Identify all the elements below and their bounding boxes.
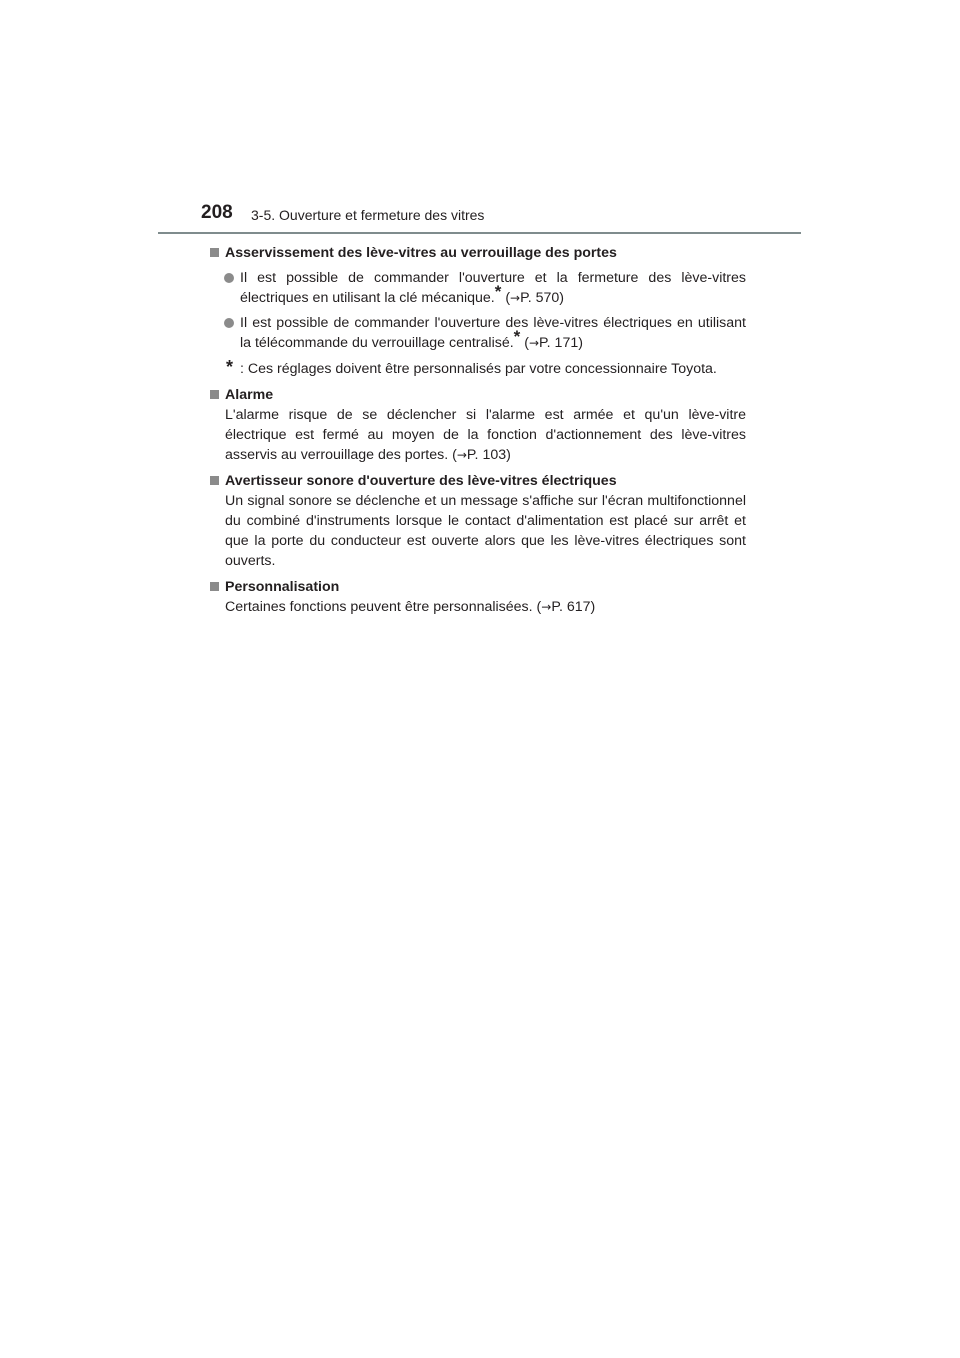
ref-open: ( [536, 599, 542, 615]
section-body [210, 491, 746, 571]
body-text: Un signal sonore se déclenche et un message s'affiche sur l'écran multifonctionnel du combiné d'instruments lorsque le contact d'alimentation est placé sur arrêt et que la porte du conducteur est ouverte alors que les lève-vitres électriques sont ouverts. [225, 493, 746, 569]
section-avertisseur [210, 471, 746, 571]
chapter-title: 3-5. Ouverture et fermeture des vitres [251, 207, 485, 223]
round-bullet-icon [224, 318, 234, 328]
section-heading [210, 243, 746, 263]
section-alarme [210, 385, 746, 465]
page-reference: P. 570) [520, 290, 565, 306]
list-item-text: Il est possible de commander l'ouverture et la fermeture des lève-vitres électriques en utilisant la clé mécanique. [240, 270, 746, 306]
list-item-text: Il est possible de commander l'ouverture des lève-vitres électriques en utilisant la télécommande du verrouillage centralisé. [240, 315, 746, 351]
ref-open: ( [452, 447, 457, 463]
section-asservissement [210, 243, 746, 379]
page-number: 208 [201, 202, 233, 223]
footnote-star: * [226, 357, 234, 377]
body-text: L'alarme risque de se déclencher si l'alarme est armée et qu'un lève-vitre électrique est fermé au moyen de la fonction d'actionnement des lève-vitres asservis au verrouillage des portes. [225, 407, 746, 463]
page-reference: P. 617) [551, 599, 596, 615]
arrow-right-icon: → [541, 600, 552, 614]
arrow-right-icon: → [528, 336, 540, 350]
square-bullet-icon [210, 582, 219, 591]
footnote-text: : Ces réglages doivent être personnalisés par votre concessionnaire Toyota. [240, 361, 717, 377]
body-text: Certaines fonctions peuvent être personnalisées. [225, 599, 533, 615]
section-title: Alarme [225, 387, 274, 403]
square-bullet-icon [210, 248, 219, 257]
section-body [210, 405, 746, 465]
footnote [210, 359, 746, 379]
round-bullet-icon [224, 273, 234, 283]
section-heading [210, 577, 746, 597]
arrow-right-icon: → [510, 291, 521, 305]
page-content [210, 243, 746, 623]
section-title: Personnalisation [225, 579, 340, 595]
section-heading [210, 385, 746, 405]
page-reference: P. 171) [539, 335, 583, 351]
header-rule [158, 232, 801, 234]
footnote-star: * [513, 327, 521, 346]
section-body [210, 597, 746, 617]
page-reference: P. 103) [466, 447, 511, 463]
footnote-star: * [494, 282, 502, 301]
page-header [0, 0, 960, 240]
section-personnalisation [210, 577, 746, 617]
square-bullet-icon [210, 390, 219, 399]
section-title: Asservissement des lève-vitres au verrouillage des portes [225, 245, 617, 261]
ref-open: ( [524, 335, 529, 351]
ref-open: ( [505, 290, 511, 306]
list-item [210, 268, 746, 308]
section-heading [210, 471, 746, 491]
list-item [210, 313, 746, 353]
section-title: Avertisseur sonore d'ouverture des lève-vitres électriques [225, 473, 617, 489]
arrow-right-icon: → [456, 448, 467, 462]
square-bullet-icon [210, 476, 219, 485]
